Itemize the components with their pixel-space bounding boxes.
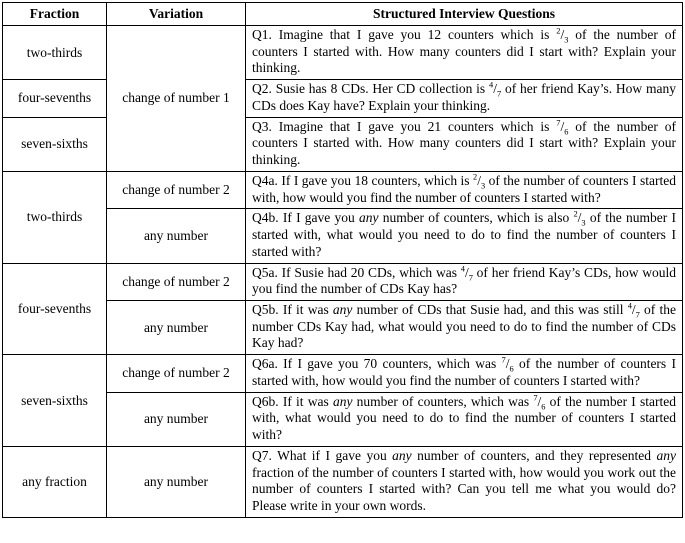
question-cell: Q4a. If I gave you 18 counters, which is $^2/_3$ of the number of counters I started with, how would you find the number of counters I started with? xyxy=(246,171,683,208)
emphasized-word: any xyxy=(359,210,379,226)
emphasized-word: any xyxy=(392,447,412,463)
question-cell: Q3. Imagine that I gave you 21 counters which is $^7/_6$ of the number of counters I started with. How many counters did I start with? Explain your thinking. xyxy=(246,117,683,171)
question-cell: Q1. Imagine that I gave you 12 counters which is $^2/_3$ of the number of counters I started with. How many counters did I start with? Explain your thinking. xyxy=(246,26,683,80)
fraction-notation: $^7/_6$ xyxy=(501,355,514,374)
fraction-cell: four-sevenths xyxy=(3,80,107,117)
emphasized-word: any xyxy=(332,393,353,409)
table-row xyxy=(3,263,683,300)
table-row xyxy=(3,446,683,517)
fraction-notation: $^7/_6$ xyxy=(533,393,546,412)
variation-cell: any number xyxy=(107,446,246,517)
table-row xyxy=(3,117,683,171)
column-header-variation: Variation xyxy=(107,3,246,26)
variation-cell: change of number 1 xyxy=(107,26,246,172)
fraction-notation: $^4/_7$ xyxy=(489,80,502,99)
variation-cell: change of number 2 xyxy=(107,263,246,300)
column-header-questions: Structured Interview Questions xyxy=(246,3,683,26)
fraction-cell: two-thirds xyxy=(3,26,107,80)
fraction-notation: $^4/_7$ xyxy=(460,264,473,283)
fraction-cell: seven-sixths xyxy=(3,355,107,447)
question-cell: Q4b. If I gave you any number of counters, which is also $^2/_3$ of the number I started with, what would you need to do to find the number of counters I started with? xyxy=(246,209,683,263)
question-cell: Q5a. If Susie had 20 CDs, which was $^4/_7$ of her friend Kay’s CDs, how would you find the number of CDs Kay has? xyxy=(246,263,683,300)
variation-cell: any number xyxy=(107,301,246,355)
fraction-cell: four-sevenths xyxy=(3,263,107,355)
emphasized-word: any xyxy=(332,302,353,318)
emphasized-word: any xyxy=(656,447,677,463)
fraction-cell: seven-sixths xyxy=(3,117,107,171)
variation-cell: change of number 2 xyxy=(107,355,246,392)
variation-cell: any number xyxy=(107,392,246,446)
column-header-fraction: Fraction xyxy=(3,3,107,26)
fraction-notation: $^4/_7$ xyxy=(627,301,640,320)
fraction-notation: $^2/_3$ xyxy=(473,172,486,191)
question-cell: Q2. Susie has 8 CDs. Her CD collection is $^4/_7$ of her friend Kay’s. How many CDs does Kay have? Explain your thinking. xyxy=(246,80,683,117)
fraction-notation: $^7/_6$ xyxy=(556,118,569,137)
question-cell: Q6b. If it was any number of counters, which was $^7/_6$ of the number I started with, what would you need to do to find the number of counters I started with? xyxy=(246,392,683,446)
question-cell: Q6a. If I gave you 70 counters, which was $^7/_6$ of the number of counters I started with, how would you find the number of counters I started with? xyxy=(246,355,683,392)
table-row xyxy=(3,171,683,208)
table-row xyxy=(3,355,683,392)
table-row xyxy=(3,80,683,117)
header-row xyxy=(3,3,683,26)
fraction-notation: $^2/_3$ xyxy=(556,26,569,45)
interview-questions-table xyxy=(2,2,683,518)
fraction-notation: $^2/_3$ xyxy=(573,209,586,229)
question-cell: Q5b. If it was any number of CDs that Susie had, and this was still $^4/_7$ of the number CDs Kay had, what would you need to do to find the number of CDs Kay had? xyxy=(246,301,683,355)
variation-cell: change of number 2 xyxy=(107,171,246,208)
question-cell: Q7. What if I gave you any number of counters, and they represented any fraction of the number of counters I started with, how would you work out the number of counters I started with? Can you tell me what you would do? Please write in your own words. xyxy=(246,446,683,517)
fraction-cell: two-thirds xyxy=(3,171,107,263)
table-row xyxy=(3,26,683,80)
fraction-cell: any fraction xyxy=(3,446,107,517)
variation-cell: any number xyxy=(107,209,246,263)
